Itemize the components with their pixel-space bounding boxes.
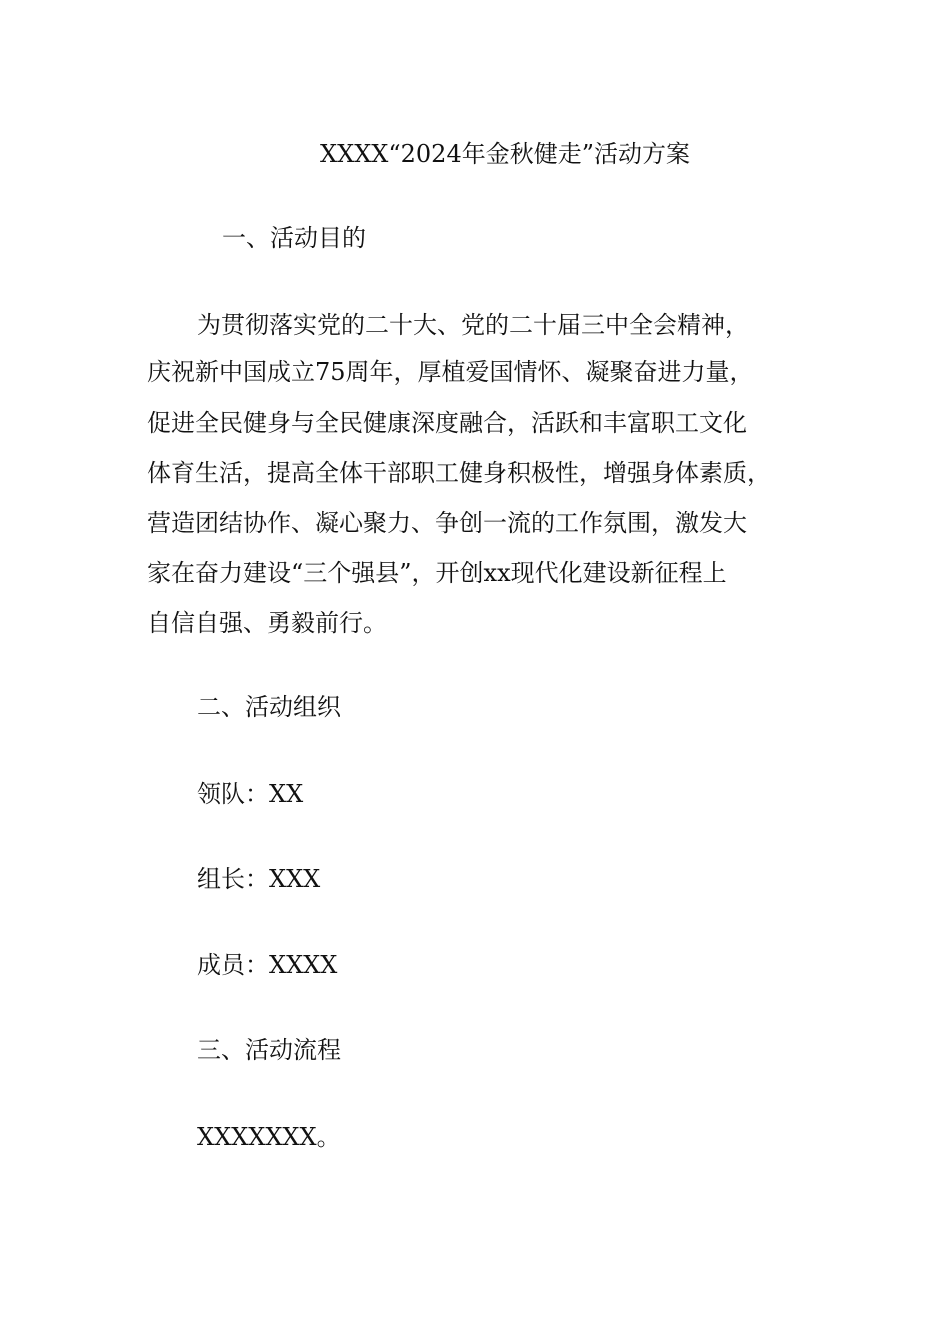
paragraph-line: 自信自强、勇毅前行。 [147, 609, 387, 637]
members-line: 成员：XXXX [197, 951, 338, 979]
leader-line: 领队：XX [197, 780, 304, 808]
paragraph-line: 为贯彻落实党的二十大、党的二十届三中全会精神， [197, 311, 749, 339]
document-title: XXXX“2024年金秋健走”活动方案 [320, 140, 690, 168]
section-heading-purpose: 一、活动目的 [222, 224, 366, 252]
group-head-line: 组长：XXX [197, 865, 321, 893]
paragraph-line: 家在奋力建设“三个强县”，开创xx现代化建设新征程上 [147, 559, 727, 587]
paragraph-line: 庆祝新中国成立75周年，厚植爱国情怀、凝聚奋进力量， [147, 358, 754, 386]
paragraph-line: 体育生活，提高全体干部职工健身积极性，增强身体素质， [147, 459, 771, 487]
paragraph-line: 促进全民健身与全民健康深度融合，活跃和丰富职工文化 [147, 409, 747, 437]
process-content: XXXXXXX。 [197, 1123, 341, 1151]
section-heading-process: 三、活动流程 [197, 1036, 341, 1064]
paragraph-line: 营造团结协作、凝心聚力、争创一流的工作氛围，激发大 [147, 509, 747, 537]
section-heading-organization: 二、活动组织 [197, 693, 341, 721]
